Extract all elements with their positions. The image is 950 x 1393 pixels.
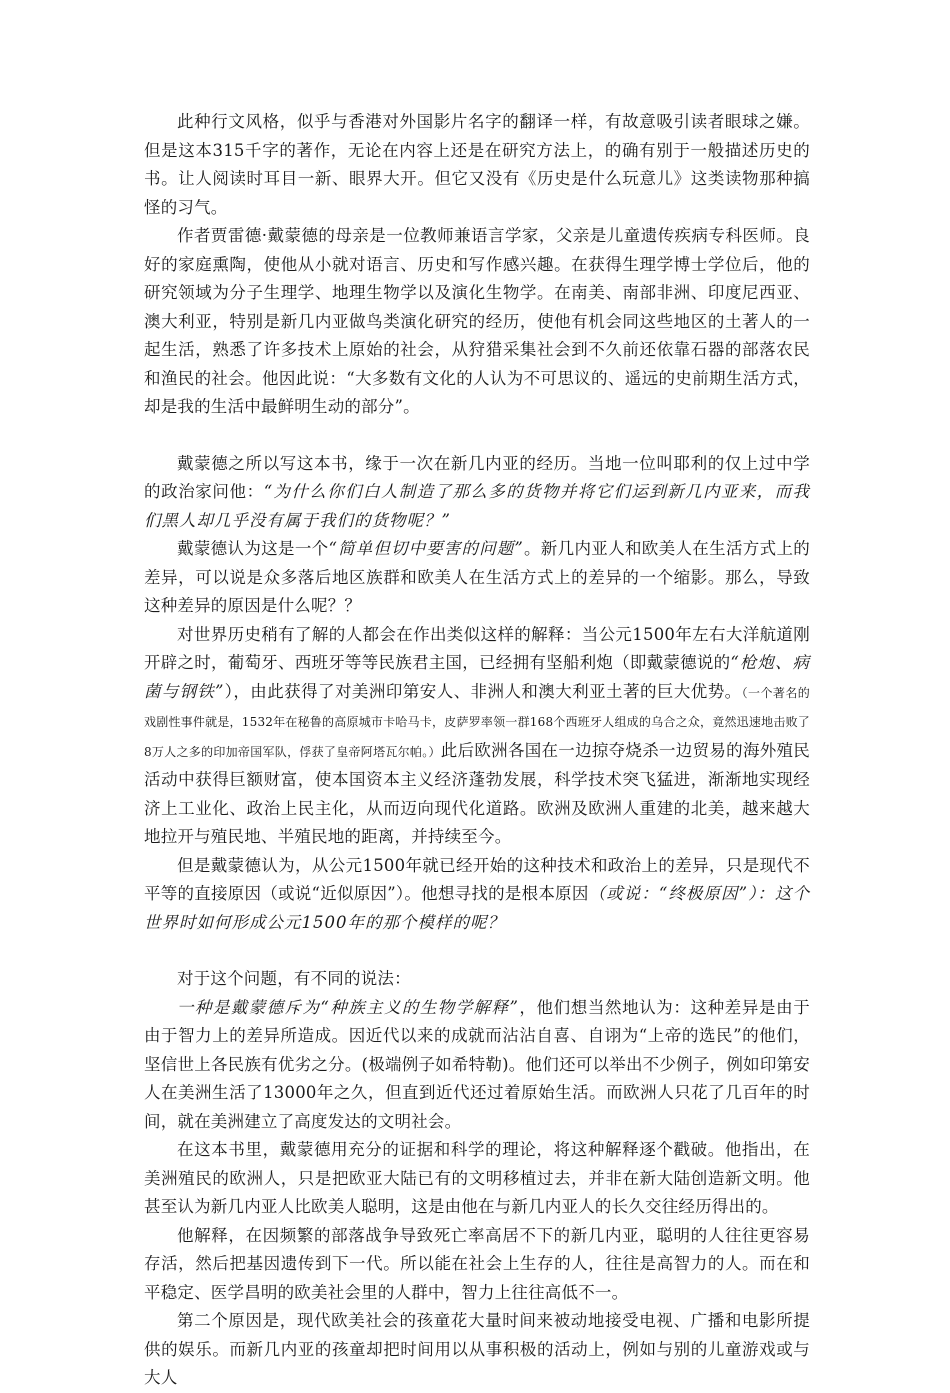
paragraph-3-text: 戴蒙德之所以写这本书，缘于一次在新几内亚的经历。当地一位叫耶利的仅上过中学的政治家问他：: [144, 453, 810, 501]
paragraph-4-quote: “简单但切中要害的问题”: [328, 539, 524, 558]
paragraph-6-text-a: 但是戴蒙德认为，从公元1500年就已经开始的这种技术和政治上的差异，只是现代不平等的直接原因（或说“近似原因”）。他想寻找的是根本原因: [144, 855, 810, 903]
paragraph-3: [144, 450, 810, 536]
paragraph-8-quote: 一种是戴蒙德斥为“种族主义的生物学解释”: [177, 997, 519, 1017]
paragraph-6-text-b: （或说：“终极原因”）：这个世界时如何形成公元1500年的那个模样的呢？: [144, 884, 810, 932]
paragraph-3-quote: “为什么你们白人制造了那么多的货物并将它们运到新几内亚来，而我们黑人却几乎没有属于我们的货物呢？”: [144, 482, 811, 530]
section-gap: [144, 422, 810, 450]
paragraph-7: 对于这个问题，有不同的说法：: [177, 969, 411, 988]
paragraph-4-text-a: 戴蒙德认为这是一个: [177, 539, 329, 558]
paragraph-5-text-a: 对世界历史稍有了解的人都会在作出类似这样的解释：当公元1500年左右大洋航道刚开辟之时，葡萄牙、西班牙等等民族君主国，已经拥有坚船利炮（即戴蒙德说的: [144, 624, 810, 672]
paragraph-10: 他解释，在因频繁的部落战争导致死亡率高居不下的新几内亚，聪明的人往往更容易存活，然后把基因遗传到下一代。所以能在社会上生存的人，往往是高智力的人。而在和平稳定、医学昌明的欧美社会里的人群中，智力上往往高低不一。: [144, 1225, 810, 1302]
paragraph-1: 此种行文风格，似乎与香港对外国影片名字的翻译一样，有故意吸引读者眼球之嫌。但是这本315千字的著作，无论在内容上还是在研究方法上，的确有别于一般描述历史的书。让人阅读时耳目一新、眼界大开。但它又没有《历史是什么玩意儿》这类读物那种搞怪的习气。: [144, 112, 810, 217]
paragraph-4-text-c: 。新几内亚人和欧美人在生活方式上的差异，可以说是众多落后地区族群和欧美人在生活方式上的差异的一个缩影。那么，导致这种差异的原因是什么呢？？: [144, 539, 810, 615]
paragraph-11: 第二个原因是，现代欧美社会的孩童花大量时间来被动地接受电视、广播和电影所提供的娱乐。而新几内亚的孩童却把时间用以从事积极的活动上，例如与别的儿童游戏或与大人: [144, 1311, 810, 1387]
paragraph-5: [144, 621, 810, 852]
section-gap: [144, 937, 810, 965]
paragraph-5-note: （一个著名的戏剧性事件就是，1532年在秘鲁的高原城市卡哈马卡，皮萨罗率领一群168个西班牙人组成的乌合之众，竟然迅速地击败了8万人之多的印加帝国军队，俘获了皇帝阿塔瓦尔帕。）: [144, 685, 811, 759]
paragraph-8-text: ，他们想当然地认为：这种差异是由于由于智力上的差异所造成。因近代以来的成就而沾沾自喜、自诩为“上帝的选民”的他们，坚信世上各民族有优劣之分。(极端例子如希特勒)。他们还可以举出不少例子，例如印第安人在美洲生活了13000年之久，但直到近代还过着原始生活。而欧洲人只花了几百年的时间，就在美洲建立了高度发达的文明社会。: [144, 997, 810, 1131]
paragraph-4: [144, 535, 810, 621]
document-page: [144, 108, 810, 1393]
paragraph-9: 在这本书里，戴蒙德用充分的证据和科学的理论，将这种解释逐个戳破。他指出，在美洲殖民的欧洲人，只是把欧亚大陆已有的文明移植过去，并非在新大陆创造新文明。他甚至认为新几内亚人比欧美人聪明，这是由他在与新几内亚人的长久交往经历得出的。: [144, 1140, 810, 1216]
paragraph-5-text-c: ），由此获得了对美洲印第安人、非洲人和澳大利亚土著的巨大优势。: [224, 681, 742, 701]
paragraph-5-quote: “枪炮、病菌与钢铁”: [144, 653, 811, 701]
paragraph-6: [144, 852, 810, 938]
paragraph-5-text-d: 此后欧洲各国在一边掠夺烧杀一边贸易的海外殖民活动中获得巨额财富，使本国资本主义经济蓬勃发展，科学技术突飞猛进，渐渐地实现经济上工业化、政治上民主化，从而迈向现代化道路。欧洲及欧洲人重建的北美，越来越大地拉开与殖民地、半殖民地的距离，并持续至今。: [144, 740, 811, 846]
paragraph-2: 作者贾雷德·戴蒙德的母亲是一位教师兼语言学家，父亲是儿童遗传疾病专科医师。良好的家庭熏陶，使他从小就对语言、历史和写作感兴趣。在获得生理学博士学位后，他的研究领域为分子生理学、地理生物学以及演化生物学。在南美、南部非洲、印度尼西亚、澳大利亚，特别是新几内亚做鸟类演化研究的经历，使他有机会同这些地区的土著人的一起生活，熟悉了许多技术上原始的社会，从狩猎采集社会到不久前还依靠石器的部落农民和渔民的社会。他因此说：“大多数有文化的人认为不可思议的、遥远的史前期生活方式，却是我的生活中最鲜明生动的部分”。: [144, 226, 810, 416]
paragraph-8: [144, 994, 810, 1137]
